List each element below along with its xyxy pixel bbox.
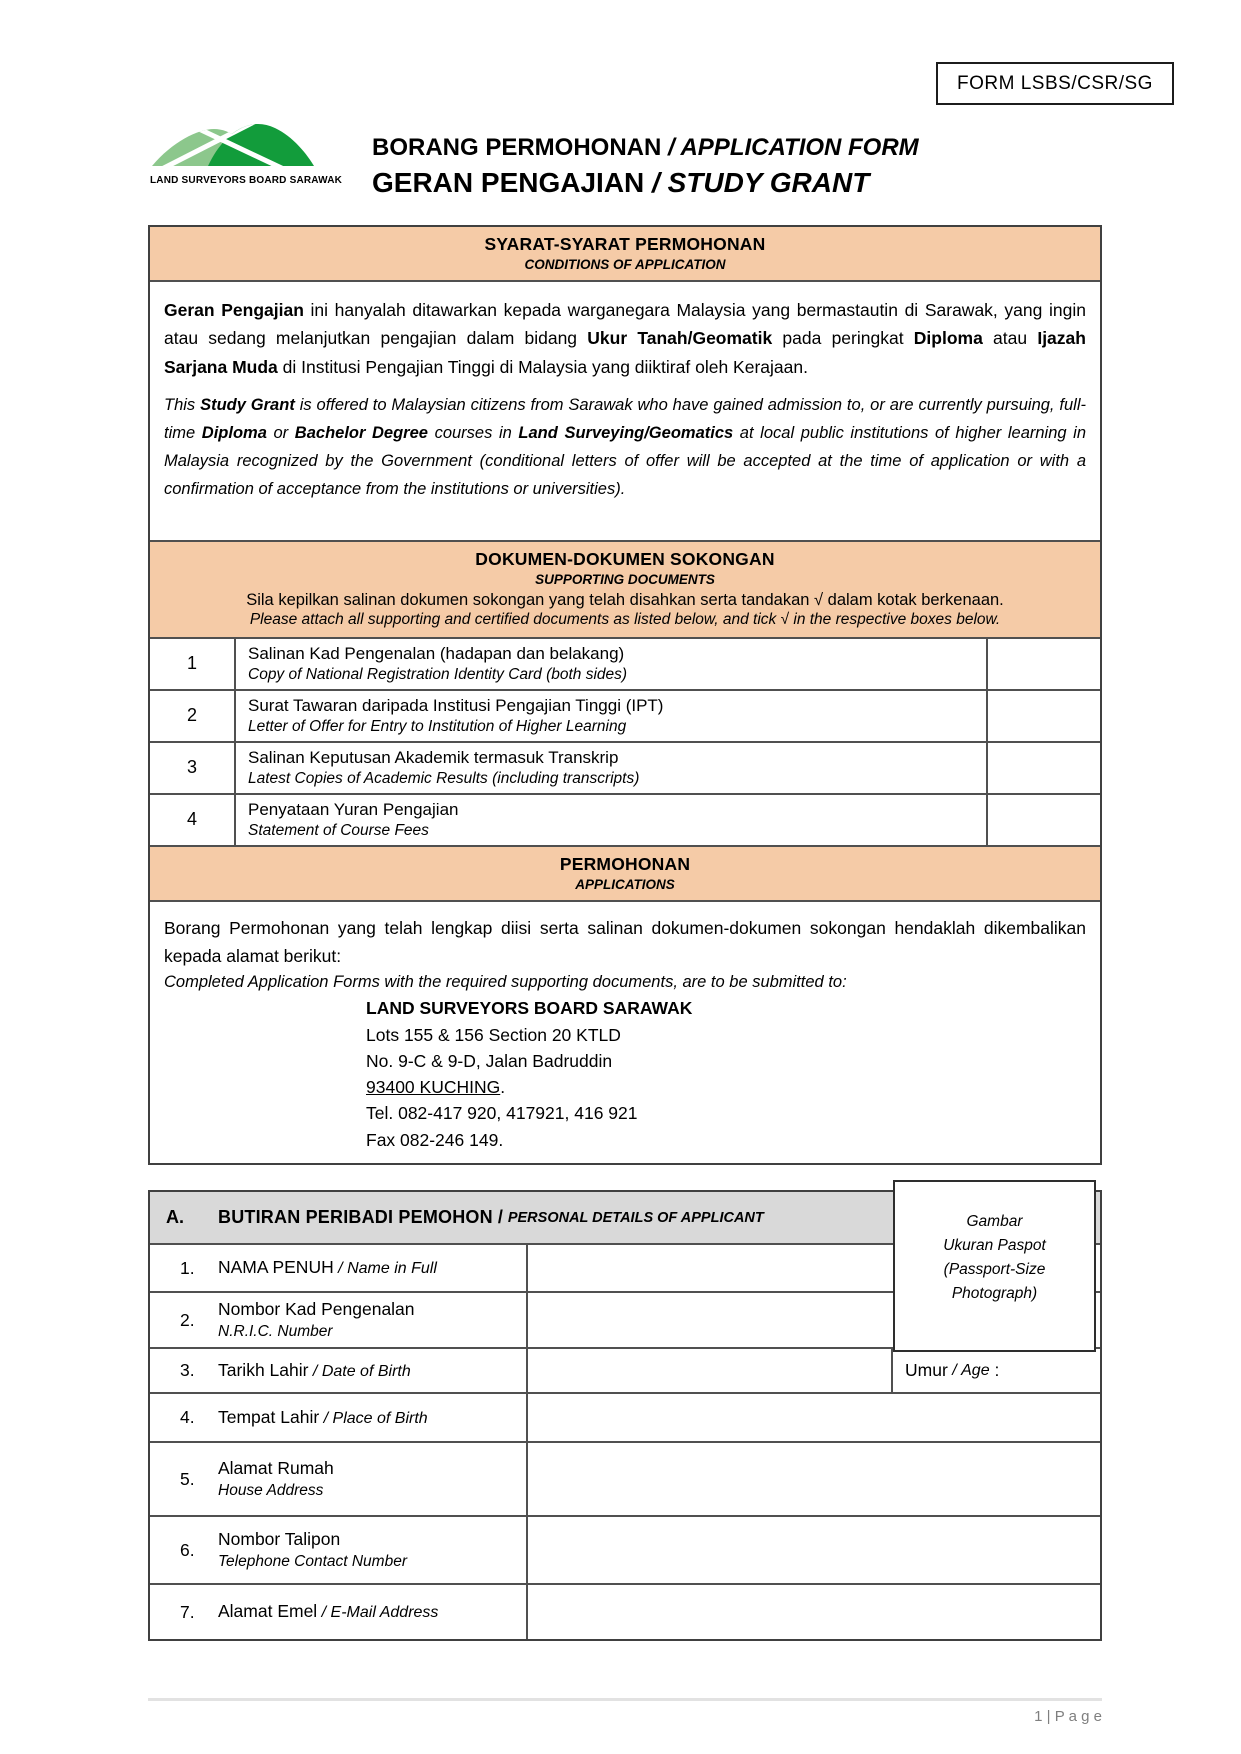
field-row-address — [150, 1441, 1100, 1515]
field-row-phone — [150, 1515, 1100, 1583]
section-a-title-en: PERSONAL DETAILS OF APPLICANT — [507, 1209, 764, 1226]
address-org-name: LAND SURVEYORS BOARD SARAWAK — [366, 998, 693, 1019]
doc-description — [236, 795, 986, 845]
doc-desc-en: Letter of Offer for Entry to Institution of Higher Learning — [248, 718, 627, 736]
doc-number: 3 — [150, 743, 236, 793]
field-label: 5. Alamat Rumah House Address — [150, 1443, 528, 1515]
conditions-header-my: SYARAT-SYARAT PERMOHONAN — [484, 234, 766, 254]
doc-desc-en: Statement of Course Fees — [248, 821, 429, 839]
photo-box-line: Ukuran Paspot — [943, 1237, 1046, 1255]
doc-number: 1 — [150, 639, 236, 689]
doc-tick-box[interactable] — [986, 743, 1100, 793]
field-label: 7. Alamat Emel / E-Mail Address — [150, 1585, 528, 1639]
conditions-paragraph-en: This Study Grant is offered to Malaysian citizens from Sarawak who have gained admission to, or are currently pursuing, full-time Diploma or Bachelor Degree courses in Land Surveying/Geomatics at local public institutions of higher learning in Malaysia recognized by the Government (conditional letters of offer will be accepted at the time of application or with a confirmation of acceptance from the institutions or universities). — [164, 396, 1087, 499]
field-label: 6. Nombor Talipon Telephone Contact Number — [150, 1517, 528, 1583]
doc-desc-my: Salinan Kad Pengenalan (hadapan dan belakang) — [248, 644, 625, 663]
doc-desc-my: Penyataan Yuran Pengajian — [248, 799, 459, 819]
photo-box-line: Photograph) — [951, 1285, 1038, 1303]
org-logo — [150, 114, 343, 186]
address-line-1: Lots 155 & 156 Section 20 KTLD — [366, 1024, 621, 1045]
field-row-email — [150, 1583, 1100, 1639]
form-code-box — [936, 62, 1174, 105]
form-title — [372, 134, 919, 199]
conditions-body — [150, 280, 1100, 540]
field-label: 4. Tempat Lahir / Place of Birth — [150, 1394, 528, 1441]
form-title-line-2: GERAN PENGAJIAN / STUDY GRANT — [372, 167, 870, 198]
address-fax: Fax 082-246 149. — [366, 1129, 504, 1150]
section-letter: A. — [166, 1207, 184, 1227]
applications-body-my: Borang Permohonan yang telah lengkap diisi serta salinan dokumen-dokumen sokongan hendaklah dikembalikan kepada alamat berikut: — [164, 917, 1086, 967]
photo-box[interactable] — [893, 1180, 1096, 1352]
dob-input-area[interactable] — [528, 1349, 891, 1392]
supporting-docs-header-en: SUPPORTING DOCUMENTS — [535, 572, 715, 587]
section-a-title-my: BUTIRAN PERIBADI PEMOHON — [218, 1207, 493, 1227]
doc-desc-my: Salinan Keputusan Akademik termasuk Transkrip — [248, 747, 619, 767]
field-row-pob — [150, 1392, 1100, 1441]
field-row-dob — [150, 1347, 1100, 1392]
form-code-text: FORM LSBS/CSR/SG — [957, 72, 1153, 94]
address-tel: Tel. 082-417 920, 417921, 416 921 — [366, 1103, 638, 1124]
supporting-docs-header — [150, 540, 1100, 637]
conditions-header — [150, 227, 1100, 280]
doc-row-3 — [150, 741, 1100, 793]
applications-header — [150, 845, 1100, 900]
supporting-docs-note-my: Sila kepilkan salinan dokumen sokongan yang telah disahkan serta tandakan √ dalam kotak berkenaan. — [246, 591, 1004, 609]
doc-desc-my: Surat Tawaran daripada Institusi Pengajian Tinggi (IPT) — [248, 695, 664, 715]
age-field[interactable]: Umur / Age : — [891, 1349, 1100, 1392]
applications-header-en: APPLICATIONS — [575, 876, 675, 892]
supporting-docs-note-en: Please attach all supporting and certified documents as listed below, and tick √ in the respective boxes below. — [249, 611, 1001, 628]
doc-tick-box[interactable] — [986, 639, 1100, 689]
doc-number: 4 — [150, 795, 236, 845]
doc-tick-box[interactable] — [986, 795, 1100, 845]
hills-logo-icon — [150, 114, 320, 174]
photo-box-line: (Passport-Size — [943, 1261, 1046, 1279]
doc-description — [236, 691, 986, 741]
doc-desc-en: Latest Copies of Academic Results (including transcripts) — [248, 769, 640, 787]
doc-row-1 — [150, 637, 1100, 689]
photo-box-line: Gambar — [966, 1213, 1023, 1230]
section-a-header: A. BUTIRAN PERIBADI PEMOHON / PERSONAL DETAILS OF APPLICANT — [150, 1192, 1100, 1245]
phone-input-area[interactable] — [528, 1517, 1100, 1583]
applications-body-en: Completed Application Forms with the required supporting documents, are to be submitted to: — [164, 973, 847, 992]
applications-body — [150, 900, 1100, 1163]
applications-header-my: PERMOHONAN — [559, 853, 691, 874]
doc-desc-en: Copy of National Registration Identity Card (both sides) — [248, 666, 628, 684]
house-address-input-area[interactable] — [528, 1443, 1100, 1515]
field-label: 1. NAMA PENUH / Name in Full — [150, 1245, 528, 1291]
doc-description — [236, 743, 986, 793]
footer-rule — [148, 1698, 1102, 1701]
email-input-area[interactable] — [528, 1585, 1100, 1639]
submission-address — [366, 995, 1086, 1153]
doc-tick-box[interactable] — [986, 691, 1100, 741]
conditions-header-en: CONDITIONS OF APPLICATION — [524, 257, 726, 272]
address-line-2: No. 9-C & 9-D, Jalan Badruddin — [366, 1050, 613, 1071]
doc-row-2 — [150, 689, 1100, 741]
conditions-paragraph-my: Geran Pengajian ini hanyalah ditawarkan kepada warganegara Malaysia yang bermastautin di Sarawak, yang ingin atau sedang melanjutkan pengajian dalam bidang Ukur Tanah/Geomatik pada peringkat Diploma atau Ijazah Sarjana Muda di Institusi Pengajian Tinggi di Malaysia yang diiktiraf oleh Kerajaan. — [164, 300, 1086, 377]
form-title-line-1: BORANG PERMOHONAN / APPLICATION FORM — [372, 134, 919, 161]
address-city: 93400 KUCHING. — [366, 1077, 506, 1098]
doc-number: 2 — [150, 691, 236, 741]
org-name: LAND SURVEYORS BOARD SARAWAK — [150, 175, 343, 186]
doc-description — [236, 639, 986, 689]
page-number: 1 | P a g e — [1034, 1708, 1102, 1725]
field-label: 3. Tarikh Lahir / Date of Birth — [150, 1349, 528, 1392]
field-label: 2. Nombor Kad Pengenalan N.R.I.C. Number — [150, 1293, 528, 1347]
conditions-table — [148, 225, 1102, 1165]
pob-input-area[interactable] — [528, 1394, 1100, 1441]
doc-row-4 — [150, 793, 1100, 845]
supporting-docs-header-my: DOKUMEN-DOKUMEN SOKONGAN — [475, 549, 775, 569]
